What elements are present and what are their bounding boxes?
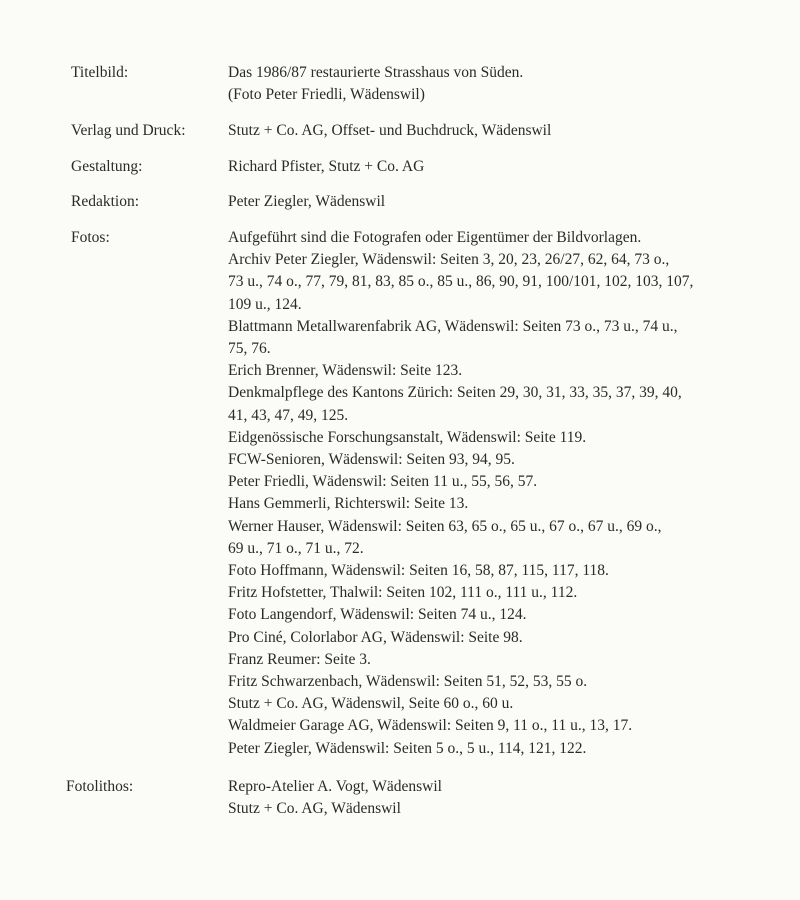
colophon bbox=[0, 62, 800, 820]
foto-credit bbox=[228, 649, 768, 671]
foto-credit bbox=[228, 582, 768, 604]
foto-credit bbox=[228, 604, 768, 626]
foto-credit bbox=[228, 316, 768, 360]
foto-credit-line: 75, 76. bbox=[228, 340, 271, 358]
foto-credit-line: Werner Hauser, Wädenswil: Seiten 63, 65 o., 65 u., 67 o., 67 u., 69 o., bbox=[228, 517, 662, 535]
foto-credit bbox=[228, 427, 768, 449]
foto-credit-line: 109 u., 124. bbox=[228, 295, 302, 313]
foto-credit-line: Peter Friedli, Wädenswil: Seiten 11 u., 55, 56, 57. bbox=[228, 473, 538, 491]
label-gestaltung: Gestaltung: bbox=[71, 157, 143, 175]
row-titelbild bbox=[0, 62, 800, 106]
foto-credit bbox=[228, 516, 768, 560]
foto-credit-line: Erich Brenner, Wädenswil: Seite 123. bbox=[228, 362, 463, 380]
gestaltung-text: Richard Pfister, Stutz + Co. AG bbox=[228, 157, 425, 175]
foto-credit bbox=[228, 715, 768, 737]
foto-credit-line: Pro Ciné, Colorlabor AG, Wädenswil: Seite 98. bbox=[228, 628, 523, 646]
foto-credit bbox=[228, 449, 768, 471]
fotolithos-line: Stutz + Co. AG, Wädenswil bbox=[228, 800, 401, 818]
foto-credit-line: Foto Langendorf, Wädenswil: Seiten 74 u., 124. bbox=[228, 606, 527, 624]
row-redaktion bbox=[0, 191, 800, 213]
foto-credit-line: Archiv Peter Ziegler, Wädenswil: Seiten 3, 20, 23, 26/27, 62, 64, 73 o., bbox=[228, 251, 670, 269]
verlag-content bbox=[228, 120, 768, 142]
row-fotolithos bbox=[0, 776, 800, 820]
foto-credit-line: Fritz Hofstetter, Thalwil: Seiten 102, 111 o., 111 u., 112. bbox=[228, 584, 578, 602]
foto-credit-line: 41, 43, 47, 49, 125. bbox=[228, 406, 349, 424]
titelbild-content bbox=[228, 62, 768, 106]
fotos-content bbox=[228, 227, 768, 760]
foto-credit-line: Hans Gemmerli, Richterswil: Seite 13. bbox=[228, 495, 469, 513]
redaktion-text: Peter Ziegler, Wädenswil bbox=[228, 192, 386, 210]
foto-credit-line: Fritz Schwarzenbach, Wädenswil: Seiten 51, 52, 53, 55 o. bbox=[228, 673, 588, 691]
foto-credit-line: Waldmeier Garage AG, Wädenswil: Seiten 9, 11 o., 11 u., 13, 17. bbox=[228, 717, 633, 735]
foto-credit-line: Foto Hoffmann, Wädenswil: Seiten 16, 58, 87, 115, 117, 118. bbox=[228, 562, 609, 580]
foto-credit bbox=[228, 560, 768, 582]
row-verlag bbox=[0, 120, 800, 142]
foto-credit-line: Peter Ziegler, Wädenswil: Seiten 5 o., 5 u., 114, 121, 122. bbox=[228, 739, 587, 757]
label-redaktion: Redaktion: bbox=[71, 192, 140, 210]
row-gestaltung bbox=[0, 156, 800, 178]
foto-credit-line: Blattmann Metallwarenfabrik AG, Wädenswil: Seiten 73 o., 73 u., 74 u., bbox=[228, 317, 678, 335]
foto-credit-line: 69 u., 71 o., 71 u., 72. bbox=[228, 539, 364, 557]
foto-credit-line: 73 u., 74 o., 77, 79, 81, 83, 85 o., 85 u., 86, 90, 91, 100/101, 102, 103, 107, bbox=[228, 273, 694, 291]
foto-credit bbox=[228, 493, 768, 515]
fotos-intro: Aufgeführt sind die Fotografen oder Eigentümer der Bildvorlagen. bbox=[228, 229, 642, 247]
foto-credit-line: Eidgenössische Forschungsanstalt, Wädenswil: Seite 119. bbox=[228, 428, 587, 446]
row-fotos bbox=[0, 227, 800, 760]
label-fotos: Fotos: bbox=[71, 229, 110, 247]
foto-credit-line: FCW-Senioren, Wädenswil: Seiten 93, 94, 95. bbox=[228, 451, 515, 469]
foto-credit-line: Denkmalpflege des Kantons Zürich: Seiten 29, 30, 31, 33, 35, 37, 39, 40, bbox=[228, 384, 682, 402]
foto-credit-line: Stutz + Co. AG, Wädenswil, Seite 60 o., 60 u. bbox=[228, 695, 514, 713]
foto-credit bbox=[228, 249, 768, 316]
foto-credit bbox=[228, 671, 768, 693]
redaktion-content bbox=[228, 191, 768, 213]
label-titelbild: Titelbild: bbox=[71, 64, 129, 81]
foto-credit bbox=[228, 693, 768, 715]
foto-credit bbox=[228, 627, 768, 649]
label-verlag: Verlag und Druck: bbox=[71, 122, 186, 140]
foto-credit bbox=[228, 360, 768, 382]
fotolithos-content bbox=[228, 776, 768, 820]
gestaltung-content bbox=[228, 156, 768, 178]
foto-credit bbox=[228, 738, 768, 760]
titelbild-credit: (Foto Peter Friedli, Wädenswil) bbox=[228, 86, 425, 104]
fotolithos-line: Repro-Atelier A. Vogt, Wädenswil bbox=[228, 777, 442, 795]
verlag-text: Stutz + Co. AG, Offset- und Buchdruck, Wädenswil bbox=[228, 122, 552, 140]
titelbild-line: Das 1986/87 restaurierte Strasshaus von Süden. bbox=[228, 64, 524, 81]
foto-credit-line: Franz Reumer: Seite 3. bbox=[228, 650, 371, 668]
label-fotolithos: Fotolithos: bbox=[66, 777, 134, 795]
foto-credit bbox=[228, 382, 768, 426]
foto-credit bbox=[228, 471, 768, 493]
